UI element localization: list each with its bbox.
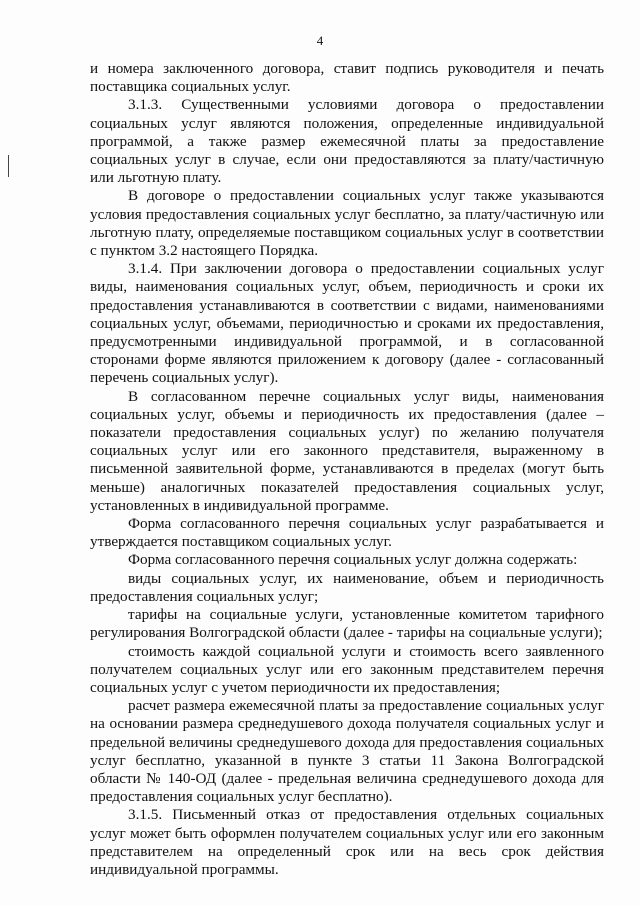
paragraph: стоимость каждой социальной услуги и стоимость всего заявленного получателем социальных услуг или его законным представителем перечня социальных услуг с учетом периодичности их предоставления;: [90, 642, 604, 696]
paragraph: Форма согласованного перечня социальных услуг должна содержать:: [128, 551, 578, 569]
document-body: [90, 60, 604, 879]
paragraph: Форма согласованного перечня социальных услуг разрабатывается и утверждается поставщиком социальных услуг.: [90, 515, 604, 551]
page-number: 4: [316, 33, 324, 48]
paragraph: В договоре о предоставлении социальных услуг также указываются условия предоставления социальных услуг бесплатно, за плату/частичную или льготную плату, определяемые поставщиком социальных услуг в соответствии с пунктом 3.2 настоящего Порядка.: [90, 187, 604, 260]
paragraph: 3.1.4. При заключении договора о предоставлении социальных услуг виды, наименования социальных услуг, объем, периодичность и сроки их предоставления устанавливаются в соответствии с видами, наименованиями социальных услуг, объемами, периодичностью и сроками их предоставления, предусмотренными индивидуальной программой, и в согласованной сторонами форме являются приложением к договору (далее - согласованный перечень социальных услуг).: [90, 260, 604, 387]
margin-mark: [8, 155, 9, 177]
paragraph: и номера заключенного договора, ставит подпись руководителя и печать поставщика социальных услуг.: [90, 60, 604, 96]
paragraph: виды социальных услуг, их наименование, объем и периодичность предоставления социальных услуг;: [90, 569, 604, 605]
paragraph: В согласованном перечне социальных услуг виды, наименования социальных услуг, объемы и периодичность их предоставления (далее – показатели предоставления социальных услуг) по желанию получателя социальных услуг или его законного представителя, выраженному в письменной заявительной форме, устанавливаются в пределах (могут быть меньше) аналогичных показателей предоставления социальных услуг, установленных в индивидуальной программе.: [90, 387, 604, 514]
paragraph: расчет размера ежемесячной платы за предоставление социальных услуг на основании размера среднедушевого дохода получателя социальных услуг и предельной величины среднедушевого дохода для предоставления социальных услуг бесплатно, указанной в пункте 3 статьи 11 Закона Волгоградской области № 140-ОД (далее - предельная величина среднедушевого дохода для предоставления социальных услуг бесплатно).: [90, 697, 604, 806]
paragraph: 3.1.3. Существенными условиями договора о предоставлении социальных услуг являются положения, определенные индивидуальной программой, а также размер ежемесячной платы за предоставление социальных услуг в случае, если они предоставляются за плату/частичную или льготную плату.: [90, 96, 604, 187]
paragraph: тарифы на социальные услуги, установленные комитетом тарифного регулирования Волгоградской области (далее - тарифы на социальные услуги);: [90, 606, 604, 642]
paragraph: 3.1.5. Письменный отказ от предоставления отдельных социальных услуг может быть оформлен получателем социальных услуг или его законным представителем на определенный срок или на весь срок действия индивидуальной программы.: [90, 806, 604, 878]
